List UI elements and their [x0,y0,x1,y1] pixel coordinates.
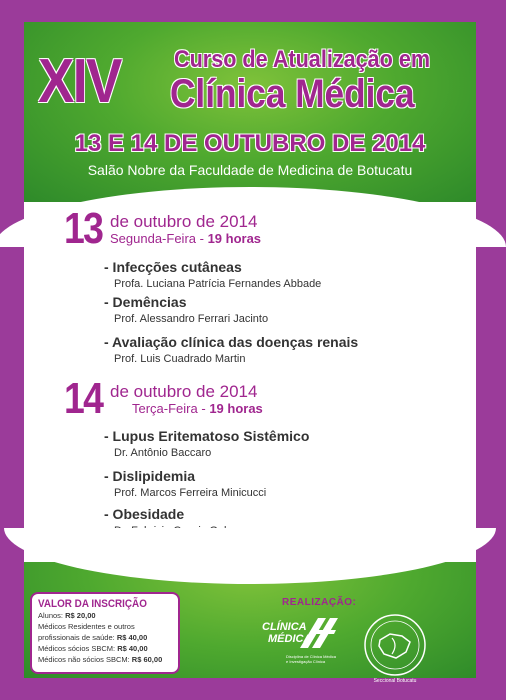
day-weekday: Segunda-Feira - 19 horas [110,231,262,246]
footer-banner [24,562,476,684]
talk-item [104,468,266,499]
svg-text:MÉDICA: MÉDICA [268,633,312,645]
talk-speaker: Profa. Luciana Patrícia Fernandes Abbade [114,278,322,290]
course-title-line1: Curso de Atualização em [174,46,431,73]
price-line: Médicos Residentes e outros [38,622,135,631]
svg-text:Disciplina de Clínica Médica: Disciplina de Clínica Médica [286,654,337,659]
talk-title: - Avaliação clínica das doenças renais [104,334,359,350]
event-dates: 13 E 14 DE OUTUBRO DE 2014 [74,130,426,157]
day-number: 13 [64,204,103,253]
footer-curve [4,528,496,584]
price-line: Alunos: R$ 20,00 [38,611,96,620]
price-box-title: VALOR DA INSCRIÇÃO [38,598,147,610]
header-banner [24,22,476,202]
day-number: 14 [64,374,103,423]
day-month: de outubro de 2014 [110,212,258,231]
svg-text:CLÍNICA: CLÍNICA [262,621,307,633]
talk-item [104,294,268,325]
talk-title: - Infecções cutâneas [104,259,242,275]
talk-title: - Lupus Eritematoso Sistêmico [104,428,310,444]
price-line: profissionais de saúde: R$ 40,00 [38,633,148,642]
talk-title: - Obesidade [104,506,185,522]
talk-speaker: Prof. Marcos Ferreira Minicucci [114,487,267,499]
edition-number: XIV [38,47,121,116]
event-venue: Salão Nobre da Faculdade de Medicina de Botucatu [87,162,413,178]
talk-title: - Demências [104,294,187,310]
svg-text:e Investigação Clínica: e Investigação Clínica [286,659,326,664]
logo-crossbar [314,630,336,634]
organizer-label: REALIZAÇÃO: [282,597,357,608]
talk-speaker: Dr. Antônio Baccaro [114,447,212,459]
talk-speaker: Prof. Luis Cuadrado Martin [114,353,246,365]
talk-item [104,428,309,459]
talk-speaker: Prof. Alessandro Ferrari Jacinto [114,313,269,325]
price-box [30,592,180,674]
price-line: Médicos não sócios SBCM: R$ 60,00 [38,655,163,664]
clinica-medica-logo [256,614,356,674]
day-month: de outubro de 2014 [110,382,258,401]
talk-title: - Dislipidemia [104,468,196,484]
course-title-line2: Clínica Médica [170,72,415,116]
talk-item [104,334,358,365]
poster [24,22,476,684]
sbcm-seal-icon [362,612,428,678]
price-line: Médicos sócios SBCM: R$ 40,00 [38,644,148,653]
talk-item [104,259,321,290]
seal-caption: Seccional Botucatu [373,678,417,684]
day-weekday: Terça-Feira - 19 horas [132,401,263,416]
